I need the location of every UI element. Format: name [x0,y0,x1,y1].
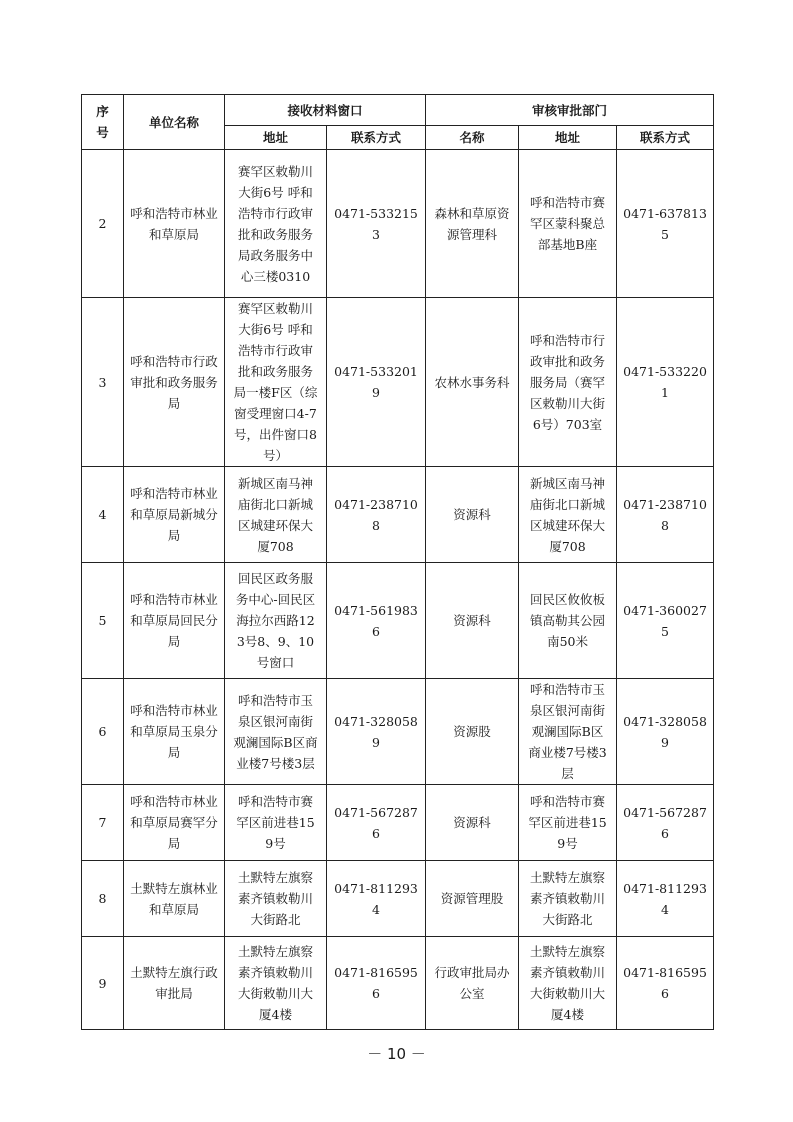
row-dept-phone: 0471-6378135 [617,150,714,298]
row-receive-address: 呼和浩特市玉泉区银河南街观澜国际B区商业楼7号楼3层 [225,679,327,785]
table-row [82,937,714,1030]
row-dept-phone: 0471-5332201 [617,298,714,467]
row-seq: 2 [82,150,124,298]
header-unit-name: 单位名称 [124,95,225,150]
page-number: － 10 － [367,1045,426,1063]
row-dept-name: 资源科 [426,563,519,679]
row-receive-address: 回民区政务服务中心-回民区海拉尔西路123号8、9、10号窗口 [225,563,327,679]
row-seq: 5 [82,563,124,679]
table-row [82,298,714,467]
row-receive-address: 赛罕区敕勒川大街6号 呼和浩特市行政审批和政务服务局一楼F区（综窗受理窗口4-7号，出件窗口8号） [225,298,327,467]
row-dept-address: 呼和浩特市赛罕区前进巷159号 [519,785,617,861]
row-receive-address: 呼和浩特市赛罕区前进巷159号 [225,785,327,861]
row-dept-phone: 0471-5672876 [617,785,714,861]
header-receive-address: 地址 [225,126,327,150]
header-seq: 序号 [82,95,124,150]
row-dept-address: 新城区南马神庙街北口新城区城建环保大厦708 [519,467,617,563]
row-unit: 呼和浩特市行政审批和政务服务局 [124,298,225,467]
row-seq: 9 [82,937,124,1030]
row-unit: 呼和浩特市林业和草原局玉泉分局 [124,679,225,785]
row-dept-phone: 0471-3280589 [617,679,714,785]
row-unit: 土默特左旗行政审批局 [124,937,225,1030]
row-dept-phone: 0471-3600275 [617,563,714,679]
header-receive-contact: 联系方式 [327,126,426,150]
row-receive-phone: 0471-5672876 [327,785,426,861]
row-seq: 4 [82,467,124,563]
table-row [82,679,714,785]
row-receive-address: 土默特左旗察素齐镇敕勒川大街敕勒川大厦4楼 [225,937,327,1030]
row-dept-name: 森林和草原资源管理科 [426,150,519,298]
row-dept-name: 资源股 [426,679,519,785]
row-receive-phone: 0471-5332019 [327,298,426,467]
row-receive-address: 土默特左旗察素齐镇敕勒川大街路北 [225,861,327,937]
row-dept-name: 资源科 [426,785,519,861]
row-unit: 呼和浩特市林业和草原局 [124,150,225,298]
row-receive-phone: 0471-2387108 [327,467,426,563]
row-dept-address: 土默特左旗察素齐镇敕勒川大街敕勒川大厦4楼 [519,937,617,1030]
row-receive-phone: 0471-8112934 [327,861,426,937]
row-dept-name: 资源科 [426,467,519,563]
row-receive-phone: 0471-3280589 [327,679,426,785]
row-seq: 3 [82,298,124,467]
row-unit: 土默特左旗林业和草原局 [124,861,225,937]
row-dept-phone: 0471-2387108 [617,467,714,563]
row-dept-phone: 0471-8165956 [617,937,714,1030]
row-dept-address: 呼和浩特市行政审批和政务服务局（赛罕区敕勒川大街6号）703室 [519,298,617,467]
header-receive-window: 接收材料窗口 [225,95,426,126]
row-receive-phone: 0471-8165956 [327,937,426,1030]
row-dept-phone: 0471-8112934 [617,861,714,937]
row-receive-address: 新城区南马神庙街北口新城区城建环保大厦708 [225,467,327,563]
row-dept-address: 土默特左旗察素齐镇敕勒川大街路北 [519,861,617,937]
row-receive-phone: 0471-5332153 [327,150,426,298]
row-seq: 8 [82,861,124,937]
row-dept-name: 资源管理股 [426,861,519,937]
header-dept-contact: 联系方式 [617,126,714,150]
row-seq: 6 [82,679,124,785]
table-row [82,861,714,937]
row-dept-address: 呼和浩特市玉泉区银河南街观澜国际B区商业楼7号楼3层 [519,679,617,785]
table-row [82,150,714,298]
header-dept-address: 地址 [519,126,617,150]
row-dept-name: 行政审批局办公室 [426,937,519,1030]
table-row [82,467,714,563]
row-unit: 呼和浩特市林业和草原局赛罕分局 [124,785,225,861]
table-row [82,785,714,861]
row-dept-name: 农林水事务科 [426,298,519,467]
row-unit: 呼和浩特市林业和草原局新城分局 [124,467,225,563]
row-dept-address: 回民区攸攸板镇高勒其公园南50米 [519,563,617,679]
row-receive-phone: 0471-5619836 [327,563,426,679]
row-dept-address: 呼和浩特市赛罕区蒙科聚总部基地B座 [519,150,617,298]
row-receive-address: 赛罕区敕勒川大街6号 呼和浩特市行政审批和政务服务局政务服务中心三楼0310 [225,150,327,298]
agency-table [81,94,714,1030]
row-seq: 7 [82,785,124,861]
header-dept-name: 名称 [426,126,519,150]
header-review-department: 审核审批部门 [426,95,714,126]
row-unit: 呼和浩特市林业和草原局回民分局 [124,563,225,679]
table-row [82,563,714,679]
